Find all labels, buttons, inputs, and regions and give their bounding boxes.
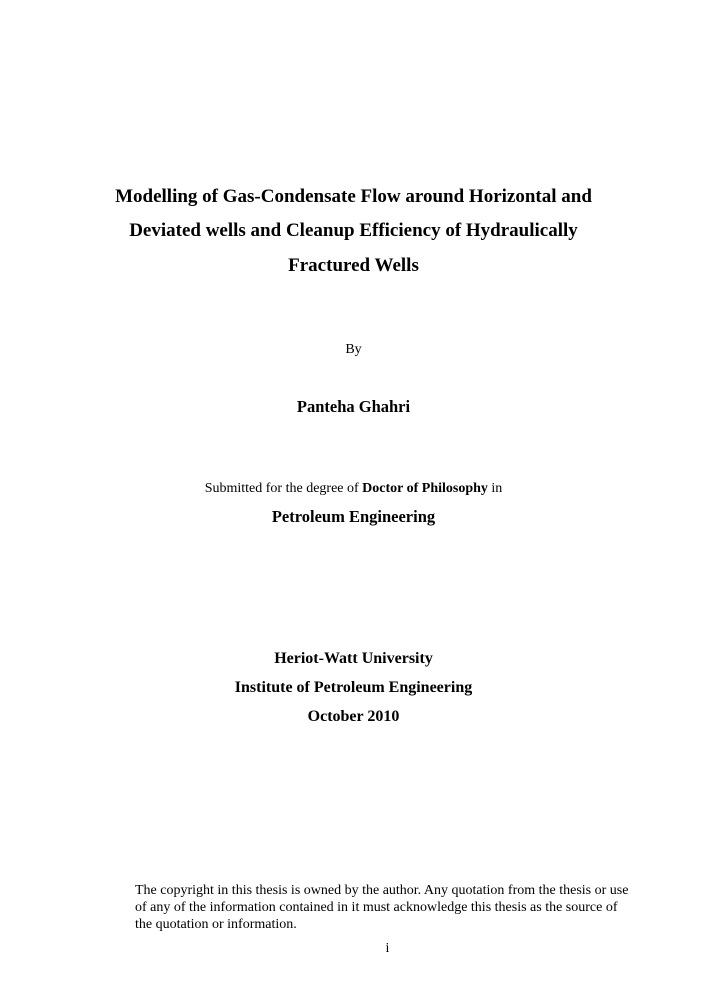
institute-name: Institute of Petroleum Engineering	[234, 679, 473, 696]
page-number: i	[385, 941, 390, 956]
by-label: By	[345, 342, 362, 357]
degree-name: Doctor of Philosophy	[362, 481, 488, 496]
copyright-line-3: the quotation or information.	[135, 917, 297, 932]
thesis-title-line-1: Modelling of Gas-Condensate Flow around Horizontal and	[115, 186, 592, 207]
submission-date: October 2010	[307, 708, 400, 725]
copyright-notice	[135, 882, 635, 933]
submission-statement	[0, 481, 707, 497]
submission-prefix: Submitted for the degree of	[204, 481, 359, 496]
submission-suffix: in	[491, 481, 503, 496]
thesis-title-line-2: Deviated wells and Cleanup Efficiency of Hydraulically	[129, 220, 578, 241]
thesis-title-line-3: Fractured Wells	[288, 255, 419, 276]
copyright-line-1: The copyright in this thesis is owned by the author. Any quotation from the thesis or use	[135, 883, 629, 898]
university-name: Heriot-Watt University	[274, 650, 433, 667]
author-name: Panteha Ghahri	[296, 397, 411, 416]
degree-field: Petroleum Engineering	[271, 507, 436, 526]
copyright-line-2: of any of the information contained in it must acknowledge this thesis as the source of	[135, 900, 618, 915]
